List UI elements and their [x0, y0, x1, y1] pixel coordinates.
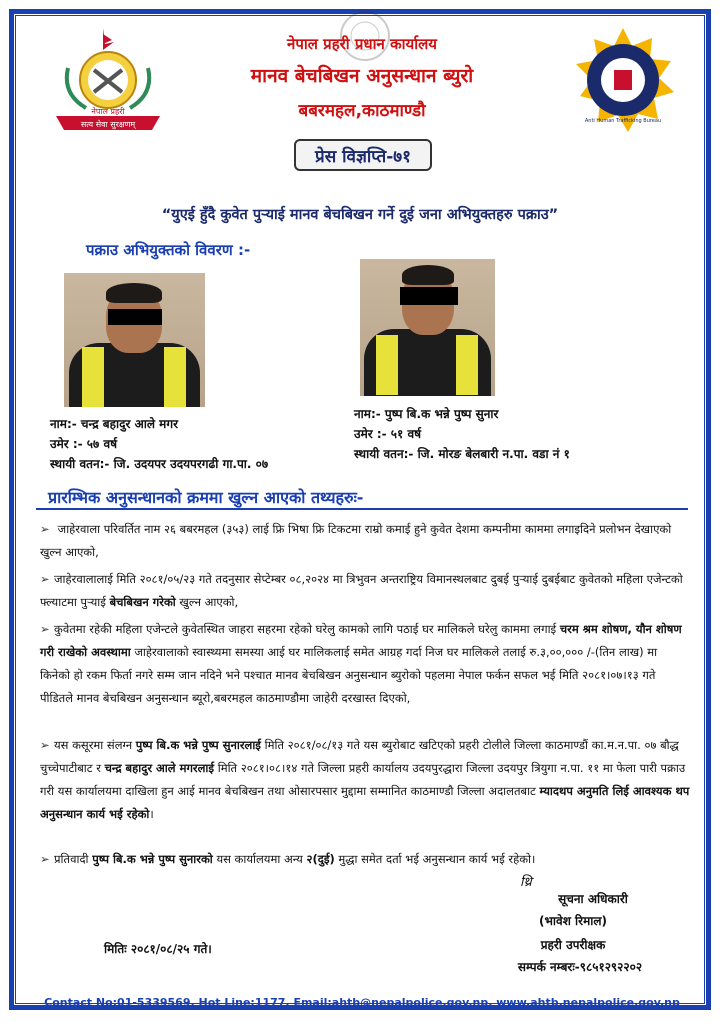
- fact-item-1: ➢ जाहेरवाला परिवर्तित नाम २६ बबरमहल (३५३) लाई फ्रि भिषा फ्रि टिकटमा राम्रो कमाई हुने कुवेत देशमा कम्पनीमा काममा लगाइदिने प्रलोभन देखाएको खुल्न आएको,: [40, 518, 690, 564]
- emblem-text-motto: सत्य सेवा सुरक्षणम्: [80, 120, 136, 129]
- face-mask-bar: [108, 309, 162, 325]
- accused-info-2: [354, 404, 570, 464]
- signature-role: सूचना अधिकारी: [558, 892, 628, 906]
- accused-2-address: स्थायी वतन:- जि. मोरङ बेलबारी न.पा. वडा नं १: [354, 447, 570, 461]
- headline: “युएई हुँदै कुवेत पुऱ्याई मानव बेचबिखन गर्ने दुई जना अभियुक्तहरु पक्राउ”: [161, 207, 559, 223]
- release-date: मितिः २०८१/०८/२५ गते।: [104, 942, 212, 956]
- accused-photo-2: [360, 259, 495, 396]
- accused-2-name: नाम:- पुष्प बि.क भन्ने पुष्प सुनार: [354, 407, 499, 421]
- signature-name: (भावेश रिमाल): [539, 914, 607, 928]
- accused-photo-1: [64, 273, 205, 407]
- section-accused-title: पक्राउ अभियुक्तको विवरण :-: [86, 241, 251, 259]
- arrow-bullet-icon: ➢: [40, 622, 50, 636]
- face-mask-bar: [400, 287, 458, 305]
- signature-phone: सम्पर्क नम्बरः-९८५१२९२२०२: [517, 960, 643, 974]
- accused-1-address: स्थायी वतन:- जि. उदयपर उदयपरगढी गा.पा. ०७: [50, 457, 269, 471]
- arrow-bullet-icon: ➢: [40, 572, 50, 586]
- signature-scribble: थ्रि: [520, 875, 532, 890]
- header-org: नेपाल प्रहरी प्रधान कार्यालय: [287, 35, 437, 53]
- section-divider: [36, 508, 688, 510]
- emblem-text-top: नेपाल प्रहरी: [91, 107, 125, 116]
- accused-2-age: उमेर :- ५१ वर्ष: [354, 427, 422, 441]
- accused-1-age: उमेर :- ५७ वर्ष: [50, 437, 118, 451]
- arrow-bullet-icon: ➢: [40, 522, 50, 536]
- footer-contact: Contact No:01-5339569, Hot Line:1177, Email:ahtb@nepalpolice.gov.np, www.ahtb.nepalpolice.gov.np: [44, 996, 680, 1009]
- arrow-bullet-icon: ➢: [40, 738, 50, 752]
- arrow-bullet-icon: ➢: [40, 852, 50, 866]
- fact-item-2: ➢ जाहेरवालालाई मिति २०८१/०५/२३ गते तदनुसार सेप्टेम्बर ०८,२०२४ मा त्रिभुवन अन्तराष्ट्रिय विमानस्थलबाट दुबई पुऱ्याई दुबईबाट कुवेतको महिला एजेन्टको फ्ल्याटमा पुऱ्याई बेचबिखन गरेको खुल्न आएको,: [40, 568, 690, 614]
- fact-item-3: ➢ कुवेतमा रहेकी महिला एजेन्टले कुवेतस्थित जाहरा सहरमा रहेको घरेलु कामको लागि पठाई घर मालिकले घरेलु काममा लगाई चरम श्रम शोषण, यौन शोषण गरी राखेको अवस्थामा जाहेरवालाको स्वास्थ्यमा समस्या आई घर मालिकलाई समेत आग्रह गर्दा निज घर मालिकले तलाई रु.३,००,००० /-(तिन लाख) मा किनेको हो रकम फिर्ता नगरे सम्म जान नदिने भने पश्चात मानव बेचबिखन अनुसन्धान ब्युरोको पहलमा नेपाल फर्कन सफल भई मिति २०८१।०७।१३ गते पीडितले मानव बेचबिखन अनुसन्धान ब्यूरो,बबरमहल काठमाण्डौमा जाहेरी दरखास्त दिएको,: [40, 618, 690, 710]
- ahtb-emblem-text: Anti Human Trafficking Bureau: [584, 118, 662, 124]
- header-location: बबरमहल,काठमाण्डौ: [298, 101, 426, 121]
- accused-info-1: [50, 414, 268, 474]
- signature-rank: प्रहरी उपरीक्षक: [540, 938, 606, 952]
- fact-item-4: ➢ यस कसूरमा संलग्न पुष्प बि.क भन्ने पुष्प सुनारलाई मिति २०८१/०८/१३ गते यस ब्युरोबाट खटिएको प्रहरी टोलीले जिल्ला काठमाण्डौं का.म.न.पा. ०७ बौद्ध चुच्चेपाटीबाट र चन्द्र बहादुर आले मगरलाई मिति २०८१।०८।१४ गते जिल्ला प्रहरी कार्यालय उदयपुरद्धारा जिल्ला उदयपुर त्रियुगा न.पा. ११ मा फेला पारी पक्राउ गरी यस कार्यालयमा दाखिला हुन आई मानव बेचबिखन तथा ओसारपसार मुद्दामा सम्मानित काठमाण्डौ जिल्ला अदालतबाट म्यादथप अनुमति लिई आवश्यक थप अनुसन्धान कार्य भई रहेको।: [40, 734, 690, 826]
- header-dept: मानव बेचबिखन अनुसन्धान ब्युरो: [250, 65, 474, 87]
- fact-item-5: ➢ प्रतिवादी पुष्प बि.क भन्ने पुष्प सुनारको यस कार्यालयमा अन्य २(दुई) मुद्धा समेत दर्ता भई अनुसन्धान कार्य भई रहेको।: [40, 848, 690, 871]
- section-facts-title: प्रारम्भिक अनुसन्धानको क्रममा खुल्न आएको तथ्यहरुः-: [48, 488, 364, 507]
- press-release-title: प्रेस विज्ञप्ति-७१: [294, 139, 432, 171]
- accused-1-name: नाम:- चन्द्र बहादुर आले मगर: [50, 417, 178, 431]
